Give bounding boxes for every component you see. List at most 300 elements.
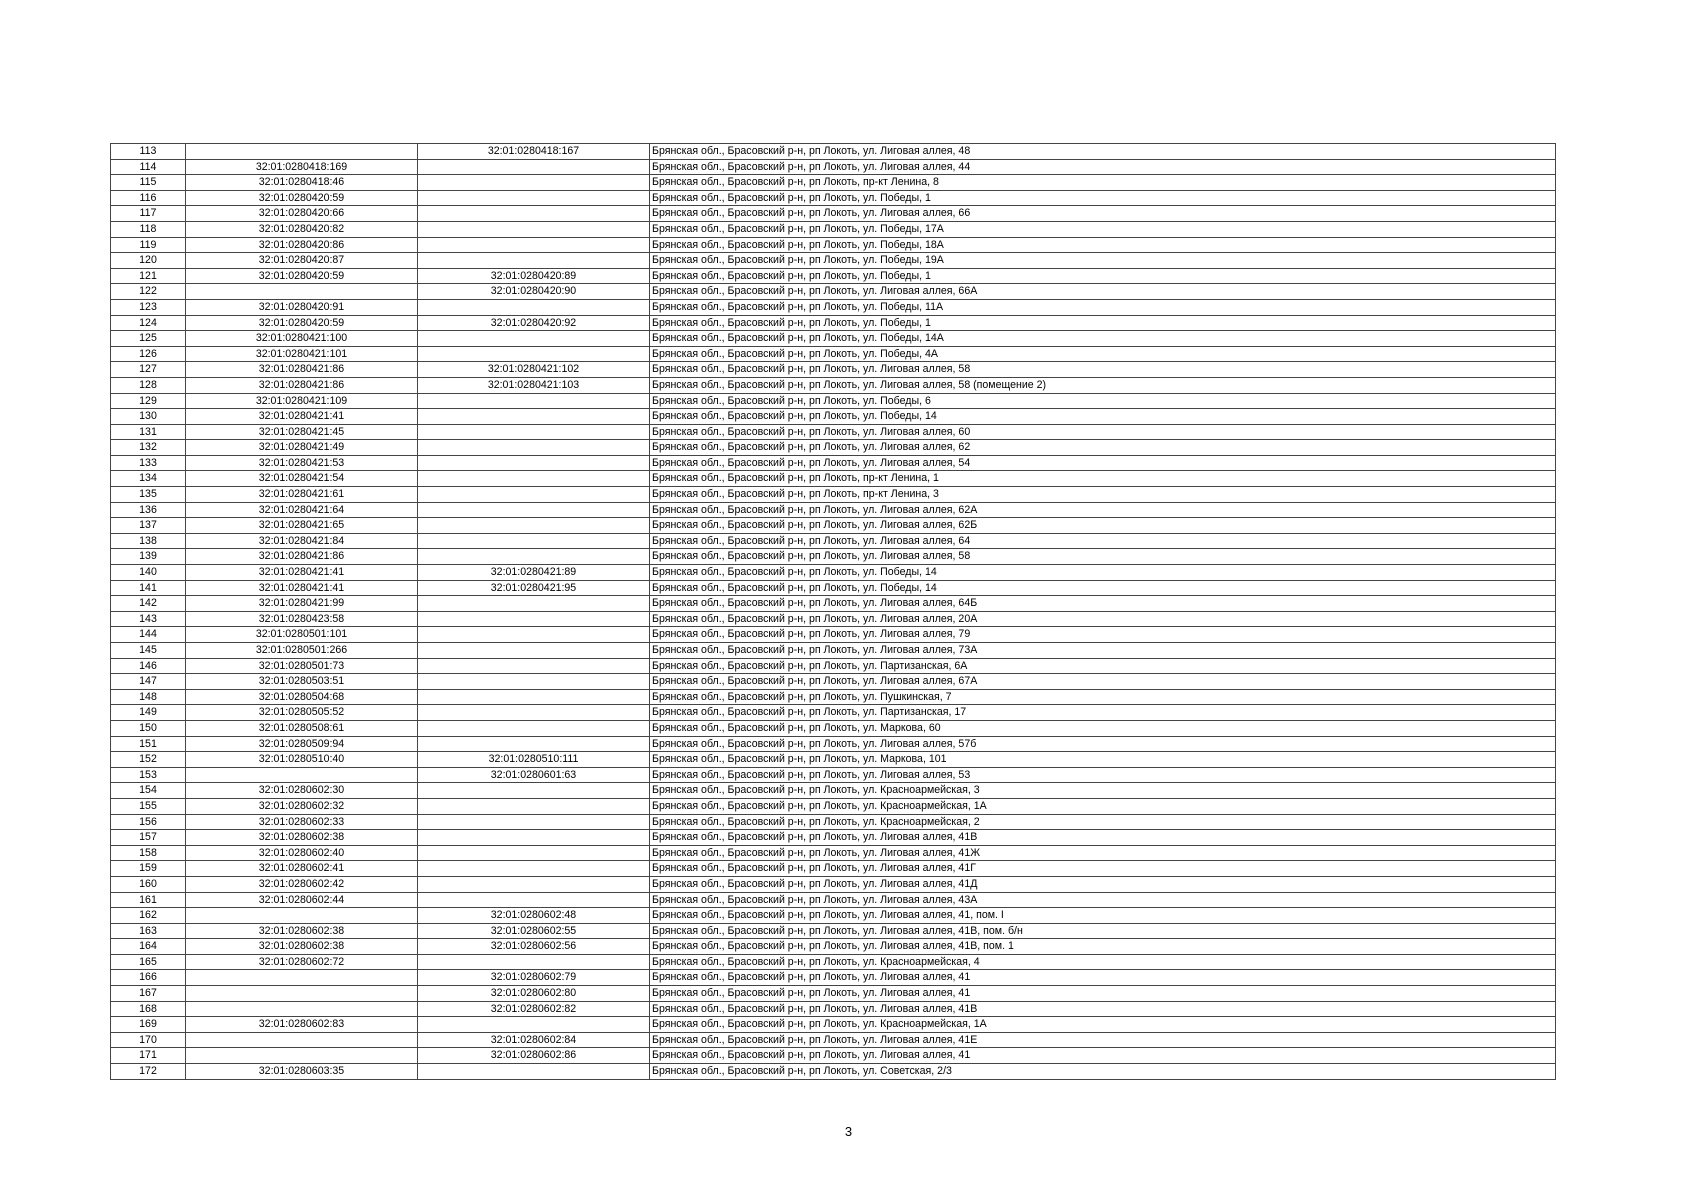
address-cell: Брянская обл., Брасовский р-н, рп Локоть, ул. Лиговая аллея, 20А — [650, 611, 1556, 627]
table-row — [111, 315, 1556, 331]
building-number-cell: 32:01:0280421:89 — [418, 565, 650, 581]
row-number-cell: 164 — [111, 939, 186, 955]
address-cell: Брянская обл., Брасовский р-н, рп Локоть, ул. Победы, 1 — [650, 315, 1556, 331]
table-row — [111, 674, 1556, 690]
building-number-cell: 32:01:0280602:84 — [418, 1032, 650, 1048]
table-row — [111, 362, 1556, 378]
building-number-cell: 32:01:0280420:89 — [418, 268, 650, 284]
parcel-number-cell — [186, 986, 418, 1002]
building-number-cell: 32:01:0280420:90 — [418, 284, 650, 300]
address-cell: Брянская обл., Брасовский р-н, рп Локоть, ул. Лиговая аллея, 64Б — [650, 596, 1556, 612]
table-row — [111, 1032, 1556, 1048]
table-row — [111, 627, 1556, 643]
address-cell: Брянская обл., Брасовский р-н, рп Локоть, ул. Лиговая аллея, 58 — [650, 362, 1556, 378]
building-number-cell: 32:01:0280602:79 — [418, 970, 650, 986]
address-cell: Брянская обл., Брасовский р-н, рп Локоть, ул. Красноармейская, 3 — [650, 783, 1556, 799]
parcel-number-cell: 32:01:0280501:266 — [186, 643, 418, 659]
address-cell: Брянская обл., Брасовский р-н, рп Локоть, ул. Лиговая аллея, 58 (помещение 2) — [650, 377, 1556, 393]
address-cell: Брянская обл., Брасовский р-н, рп Локоть, ул. Лиговая аллея, 79 — [650, 627, 1556, 643]
address-cell: Брянская обл., Брасовский р-н, рп Локоть, ул. Победы, 14 — [650, 409, 1556, 425]
table-row — [111, 1017, 1556, 1033]
table-row — [111, 206, 1556, 222]
parcel-number-cell: 32:01:0280421:45 — [186, 424, 418, 440]
address-cell: Брянская обл., Брасовский р-н, рп Локоть, ул. Лиговая аллея, 41Г — [650, 861, 1556, 877]
table-row — [111, 190, 1556, 206]
parcel-number-cell — [186, 767, 418, 783]
parcel-number-cell: 32:01:0280421:41 — [186, 409, 418, 425]
parcel-number-cell: 32:01:0280421:84 — [186, 533, 418, 549]
table-row — [111, 409, 1556, 425]
table-row — [111, 861, 1556, 877]
parcel-number-cell: 32:01:0280421:86 — [186, 377, 418, 393]
address-cell: Брянская обл., Брасовский р-н, рп Локоть, ул. Лиговая аллея, 60 — [650, 424, 1556, 440]
row-number-cell: 134 — [111, 471, 186, 487]
building-number-cell — [418, 206, 650, 222]
table-row — [111, 237, 1556, 253]
parcel-number-cell: 32:01:0280421:100 — [186, 331, 418, 347]
table-row — [111, 689, 1556, 705]
table-row — [111, 549, 1556, 565]
parcel-number-cell: 32:01:0280602:38 — [186, 830, 418, 846]
parcel-number-cell: 32:01:0280510:40 — [186, 752, 418, 768]
row-number-cell: 136 — [111, 502, 186, 518]
table-row — [111, 533, 1556, 549]
building-number-cell — [418, 346, 650, 362]
parcel-number-cell: 32:01:0280421:41 — [186, 580, 418, 596]
row-number-cell: 147 — [111, 674, 186, 690]
address-cell: Брянская обл., Брасовский р-н, рп Локоть, ул. Лиговая аллея, 67А — [650, 674, 1556, 690]
address-cell: Брянская обл., Брасовский р-н, рп Локоть, ул. Победы, 6 — [650, 393, 1556, 409]
parcel-number-cell: 32:01:0280420:66 — [186, 206, 418, 222]
row-number-cell: 161 — [111, 892, 186, 908]
parcel-number-cell — [186, 970, 418, 986]
table-row — [111, 986, 1556, 1002]
address-cell: Брянская обл., Брасовский р-н, рп Локоть, ул. Лиговая аллея, 41В, пом. 1 — [650, 939, 1556, 955]
table-row — [111, 658, 1556, 674]
parcel-number-cell: 32:01:0280602:41 — [186, 861, 418, 877]
building-number-cell: 32:01:0280602:80 — [418, 986, 650, 1002]
building-number-cell — [418, 487, 650, 503]
address-cell: Брянская обл., Брасовский р-н, рп Локоть, ул. Лиговая аллея, 66 — [650, 206, 1556, 222]
building-number-cell — [418, 393, 650, 409]
parcel-number-cell — [186, 1001, 418, 1017]
building-number-cell: 32:01:0280421:103 — [418, 377, 650, 393]
address-cell: Брянская обл., Брасовский р-н, рп Локоть, ул. Победы, 14 — [650, 565, 1556, 581]
table-row — [111, 221, 1556, 237]
table-row — [111, 393, 1556, 409]
table-row — [111, 814, 1556, 830]
row-number-cell: 144 — [111, 627, 186, 643]
table-row — [111, 580, 1556, 596]
address-cell: Брянская обл., Брасовский р-н, рп Локоть, ул. Победы, 11А — [650, 299, 1556, 315]
parcel-number-cell: 32:01:0280505:52 — [186, 705, 418, 721]
row-number-cell: 113 — [111, 144, 186, 160]
table-row — [111, 1001, 1556, 1017]
row-number-cell: 168 — [111, 1001, 186, 1017]
row-number-cell: 149 — [111, 705, 186, 721]
address-cell: Брянская обл., Брасовский р-н, рп Локоть, ул. Маркова, 60 — [650, 720, 1556, 736]
building-number-cell: 32:01:0280601:63 — [418, 767, 650, 783]
parcel-number-cell: 32:01:0280602:72 — [186, 954, 418, 970]
table-row — [111, 798, 1556, 814]
table-row — [111, 487, 1556, 503]
address-cell: Брянская обл., Брасовский р-н, рп Локоть, ул. Лиговая аллея, 41Е — [650, 1032, 1556, 1048]
building-number-cell — [418, 783, 650, 799]
address-cell: Брянская обл., Брасовский р-н, рп Локоть, ул. Победы, 1 — [650, 268, 1556, 284]
row-number-cell: 116 — [111, 190, 186, 206]
row-number-cell: 123 — [111, 299, 186, 315]
parcel-number-cell: 32:01:0280420:59 — [186, 268, 418, 284]
table-row — [111, 440, 1556, 456]
row-number-cell: 150 — [111, 720, 186, 736]
parcel-number-cell: 32:01:0280420:86 — [186, 237, 418, 253]
building-number-cell — [418, 954, 650, 970]
address-cell: Брянская обл., Брасовский р-н, рп Локоть, ул. Красноармейская, 2 — [650, 814, 1556, 830]
table-body — [111, 144, 1556, 1080]
parcel-number-cell: 32:01:0280501:73 — [186, 658, 418, 674]
address-cell: Брянская обл., Брасовский р-н, рп Локоть, ул. Партизанская, 17 — [650, 705, 1556, 721]
table-row — [111, 908, 1556, 924]
row-number-cell: 126 — [111, 346, 186, 362]
row-number-cell: 135 — [111, 487, 186, 503]
row-number-cell: 154 — [111, 783, 186, 799]
address-cell: Брянская обл., Брасовский р-н, рп Локоть, ул. Лиговая аллея, 41, пом. I — [650, 908, 1556, 924]
row-number-cell: 133 — [111, 455, 186, 471]
address-cell: Брянская обл., Брасовский р-н, рп Локоть, ул. Красноармейская, 4 — [650, 954, 1556, 970]
address-cell: Брянская обл., Брасовский р-н, рп Локоть, ул. Советская, 2/3 — [650, 1064, 1556, 1080]
row-number-cell: 146 — [111, 658, 186, 674]
table-row — [111, 705, 1556, 721]
table-row — [111, 159, 1556, 175]
address-cell: Брянская обл., Брасовский р-н, рп Локоть, ул. Лиговая аллея, 41 — [650, 970, 1556, 986]
parcel-number-cell: 32:01:0280602:30 — [186, 783, 418, 799]
table-row — [111, 144, 1556, 160]
row-number-cell: 131 — [111, 424, 186, 440]
row-number-cell: 167 — [111, 986, 186, 1002]
building-number-cell — [418, 830, 650, 846]
parcel-number-cell: 32:01:0280420:59 — [186, 315, 418, 331]
address-cell: Брянская обл., Брасовский р-н, рп Локоть, ул. Победы, 14А — [650, 331, 1556, 347]
parcel-number-cell — [186, 908, 418, 924]
row-number-cell: 155 — [111, 798, 186, 814]
building-number-cell — [418, 424, 650, 440]
address-cell: Брянская обл., Брасовский р-н, рп Локоть, ул. Красноармейская, 1А — [650, 1017, 1556, 1033]
table-row — [111, 611, 1556, 627]
building-number-cell — [418, 159, 650, 175]
address-cell: Брянская обл., Брасовский р-н, рп Локоть, ул. Победы, 18А — [650, 237, 1556, 253]
building-number-cell — [418, 237, 650, 253]
building-number-cell — [418, 455, 650, 471]
table-row — [111, 783, 1556, 799]
building-number-cell — [418, 549, 650, 565]
parcel-number-cell: 32:01:0280423:58 — [186, 611, 418, 627]
address-cell: Брянская обл., Брасовский р-н, рп Локоть, ул. Лиговая аллея, 57б — [650, 736, 1556, 752]
building-number-cell: 32:01:0280418:167 — [418, 144, 650, 160]
address-cell: Брянская обл., Брасовский р-н, рп Локоть, ул. Победы, 14 — [650, 580, 1556, 596]
row-number-cell: 141 — [111, 580, 186, 596]
parcel-number-cell: 32:01:0280421:99 — [186, 596, 418, 612]
row-number-cell: 172 — [111, 1064, 186, 1080]
parcel-number-cell: 32:01:0280421:65 — [186, 518, 418, 534]
building-number-cell — [418, 627, 650, 643]
table-row — [111, 299, 1556, 315]
building-number-cell — [418, 596, 650, 612]
row-number-cell: 165 — [111, 954, 186, 970]
row-number-cell: 137 — [111, 518, 186, 534]
table-row — [111, 1064, 1556, 1080]
address-cell: Брянская обл., Брасовский р-н, рп Локоть, ул. Лиговая аллея, 73А — [650, 643, 1556, 659]
row-number-cell: 117 — [111, 206, 186, 222]
parcel-number-cell — [186, 1032, 418, 1048]
row-number-cell: 153 — [111, 767, 186, 783]
parcel-number-cell: 32:01:0280602:38 — [186, 923, 418, 939]
address-cell: Брянская обл., Брасовский р-н, рп Локоть, ул. Лиговая аллея, 62А — [650, 502, 1556, 518]
table-row — [111, 565, 1556, 581]
table-row — [111, 845, 1556, 861]
parcel-number-cell: 32:01:0280603:35 — [186, 1064, 418, 1080]
row-number-cell: 128 — [111, 377, 186, 393]
parcel-number-cell: 32:01:0280421:86 — [186, 362, 418, 378]
building-number-cell — [418, 611, 650, 627]
building-number-cell — [418, 814, 650, 830]
building-number-cell: 32:01:0280421:102 — [418, 362, 650, 378]
table-row — [111, 455, 1556, 471]
row-number-cell: 152 — [111, 752, 186, 768]
address-cell: Брянская обл., Брасовский р-н, рп Локоть, ул. Победы, 4А — [650, 346, 1556, 362]
parcel-number-cell: 32:01:0280508:61 — [186, 720, 418, 736]
building-number-cell — [418, 689, 650, 705]
row-number-cell: 122 — [111, 284, 186, 300]
address-cell: Брянская обл., Брасовский р-н, рп Локоть, ул. Лиговая аллея, 62Б — [650, 518, 1556, 534]
parcel-number-cell: 32:01:0280501:101 — [186, 627, 418, 643]
table-row — [111, 830, 1556, 846]
row-number-cell: 129 — [111, 393, 186, 409]
table-row — [111, 876, 1556, 892]
building-number-cell — [418, 409, 650, 425]
parcel-number-cell: 32:01:0280420:59 — [186, 190, 418, 206]
building-number-cell: 32:01:0280602:82 — [418, 1001, 650, 1017]
building-number-cell: 32:01:0280602:56 — [418, 939, 650, 955]
parcel-number-cell — [186, 1048, 418, 1064]
building-number-cell — [418, 658, 650, 674]
property-table — [110, 143, 1556, 1080]
row-number-cell: 166 — [111, 970, 186, 986]
row-number-cell: 138 — [111, 533, 186, 549]
row-number-cell: 157 — [111, 830, 186, 846]
building-number-cell — [418, 502, 650, 518]
row-number-cell: 120 — [111, 253, 186, 269]
building-number-cell — [418, 798, 650, 814]
row-number-cell: 145 — [111, 643, 186, 659]
building-number-cell — [418, 705, 650, 721]
row-number-cell: 121 — [111, 268, 186, 284]
table-row — [111, 471, 1556, 487]
parcel-number-cell — [186, 284, 418, 300]
table-row — [111, 736, 1556, 752]
building-number-cell — [418, 253, 650, 269]
table-row — [111, 346, 1556, 362]
row-number-cell: 158 — [111, 845, 186, 861]
row-number-cell: 118 — [111, 221, 186, 237]
table-row — [111, 892, 1556, 908]
table-row — [111, 752, 1556, 768]
table-row — [111, 518, 1556, 534]
address-cell: Брянская обл., Брасовский р-н, рп Локоть, ул. Лиговая аллея, 53 — [650, 767, 1556, 783]
table-row — [111, 424, 1556, 440]
row-number-cell: 160 — [111, 876, 186, 892]
building-number-cell — [418, 331, 650, 347]
table-row — [111, 954, 1556, 970]
row-number-cell: 115 — [111, 175, 186, 191]
table-row — [111, 284, 1556, 300]
table-row — [111, 970, 1556, 986]
address-cell: Брянская обл., Брасовский р-н, рп Локоть, ул. Маркова, 101 — [650, 752, 1556, 768]
row-number-cell: 162 — [111, 908, 186, 924]
row-number-cell: 143 — [111, 611, 186, 627]
address-cell: Брянская обл., Брасовский р-н, рп Локоть, ул. Победы, 19А — [650, 253, 1556, 269]
table-row — [111, 253, 1556, 269]
address-cell: Брянская обл., Брасовский р-н, рп Локоть, ул. Лиговая аллея, 41В — [650, 1001, 1556, 1017]
row-number-cell: 125 — [111, 331, 186, 347]
building-number-cell — [418, 720, 650, 736]
parcel-number-cell: 32:01:0280421:101 — [186, 346, 418, 362]
row-number-cell: 163 — [111, 923, 186, 939]
building-number-cell — [418, 471, 650, 487]
address-cell: Брянская обл., Брасовский р-н, рп Локоть, ул. Лиговая аллея, 41Д — [650, 876, 1556, 892]
row-number-cell: 119 — [111, 237, 186, 253]
table-row — [111, 502, 1556, 518]
building-number-cell: 32:01:0280510:111 — [418, 752, 650, 768]
building-number-cell: 32:01:0280602:55 — [418, 923, 650, 939]
building-number-cell — [418, 175, 650, 191]
address-cell: Брянская обл., Брасовский р-н, рп Локоть, ул. Лиговая аллея, 41 — [650, 986, 1556, 1002]
parcel-number-cell: 32:01:0280418:46 — [186, 175, 418, 191]
address-cell: Брянская обл., Брасовский р-н, рп Локоть, ул. Лиговая аллея, 41В — [650, 830, 1556, 846]
parcel-number-cell: 32:01:0280509:94 — [186, 736, 418, 752]
address-cell: Брянская обл., Брасовский р-н, рп Локоть, ул. Победы, 1 — [650, 190, 1556, 206]
parcel-number-cell: 32:01:0280420:82 — [186, 221, 418, 237]
table-row — [111, 720, 1556, 736]
row-number-cell: 127 — [111, 362, 186, 378]
table-row — [111, 923, 1556, 939]
parcel-number-cell: 32:01:0280602:38 — [186, 939, 418, 955]
building-number-cell — [418, 440, 650, 456]
page-number: 3 — [844, 1124, 853, 1139]
row-number-cell: 124 — [111, 315, 186, 331]
row-number-cell: 132 — [111, 440, 186, 456]
parcel-number-cell: 32:01:0280421:64 — [186, 502, 418, 518]
row-number-cell: 156 — [111, 814, 186, 830]
building-number-cell — [418, 1064, 650, 1080]
row-number-cell: 142 — [111, 596, 186, 612]
address-cell: Брянская обл., Брасовский р-н, рп Локоть, ул. Лиговая аллея, 41 — [650, 1048, 1556, 1064]
row-number-cell: 171 — [111, 1048, 186, 1064]
parcel-number-cell: 32:01:0280421:54 — [186, 471, 418, 487]
row-number-cell: 139 — [111, 549, 186, 565]
address-cell: Брянская обл., Брасовский р-н, рп Локоть, ул. Лиговая аллея, 54 — [650, 455, 1556, 471]
address-cell: Брянская обл., Брасовский р-н, рп Локоть, ул. Лиговая аллея, 62 — [650, 440, 1556, 456]
address-cell: Брянская обл., Брасовский р-н, рп Локоть, пр-кт Ленина, 3 — [650, 487, 1556, 503]
address-cell: Брянская обл., Брасовский р-н, рп Локоть, ул. Лиговая аллея, 66А — [650, 284, 1556, 300]
building-number-cell — [418, 518, 650, 534]
address-cell: Брянская обл., Брасовский р-н, рп Локоть, ул. Партизанская, 6А — [650, 658, 1556, 674]
parcel-number-cell: 32:01:0280602:32 — [186, 798, 418, 814]
row-number-cell: 159 — [111, 861, 186, 877]
building-number-cell: 32:01:0280420:92 — [418, 315, 650, 331]
row-number-cell: 170 — [111, 1032, 186, 1048]
address-cell: Брянская обл., Брасовский р-н, рп Локоть, ул. Пушкинская, 7 — [650, 689, 1556, 705]
row-number-cell: 151 — [111, 736, 186, 752]
row-number-cell: 114 — [111, 159, 186, 175]
parcel-number-cell: 32:01:0280602:42 — [186, 876, 418, 892]
table-row — [111, 643, 1556, 659]
building-number-cell — [418, 861, 650, 877]
address-cell: Брянская обл., Брасовский р-н, рп Локоть, ул. Лиговая аллея, 48 — [650, 144, 1556, 160]
building-number-cell — [418, 643, 650, 659]
parcel-number-cell: 32:01:0280420:87 — [186, 253, 418, 269]
building-number-cell — [418, 736, 650, 752]
parcel-number-cell: 32:01:0280421:86 — [186, 549, 418, 565]
parcel-number-cell: 32:01:0280602:40 — [186, 845, 418, 861]
address-cell: Брянская обл., Брасовский р-н, рп Локоть, пр-кт Ленина, 8 — [650, 175, 1556, 191]
address-cell: Брянская обл., Брасовский р-н, рп Локоть, ул. Лиговая аллея, 58 — [650, 549, 1556, 565]
address-cell: Брянская обл., Брасовский р-н, рп Локоть, ул. Красноармейская, 1А — [650, 798, 1556, 814]
table-row — [111, 1048, 1556, 1064]
parcel-number-cell: 32:01:0280504:68 — [186, 689, 418, 705]
address-cell: Брянская обл., Брасовский р-н, рп Локоть, ул. Лиговая аллея, 41В, пом. б/н — [650, 923, 1556, 939]
building-number-cell: 32:01:0280602:48 — [418, 908, 650, 924]
building-number-cell — [418, 845, 650, 861]
address-cell: Брянская обл., Брасовский р-н, рп Локоть, пр-кт Ленина, 1 — [650, 471, 1556, 487]
building-number-cell: 32:01:0280602:86 — [418, 1048, 650, 1064]
table-row — [111, 175, 1556, 191]
row-number-cell: 169 — [111, 1017, 186, 1033]
parcel-number-cell: 32:01:0280503:51 — [186, 674, 418, 690]
parcel-number-cell: 32:01:0280421:49 — [186, 440, 418, 456]
building-number-cell — [418, 892, 650, 908]
row-number-cell: 148 — [111, 689, 186, 705]
building-number-cell — [418, 299, 650, 315]
building-number-cell — [418, 221, 650, 237]
building-number-cell — [418, 1017, 650, 1033]
building-number-cell — [418, 876, 650, 892]
building-number-cell — [418, 190, 650, 206]
address-cell: Брянская обл., Брасовский р-н, рп Локоть, ул. Лиговая аллея, 44 — [650, 159, 1556, 175]
building-number-cell: 32:01:0280421:95 — [418, 580, 650, 596]
table-row — [111, 377, 1556, 393]
parcel-number-cell: 32:01:0280421:61 — [186, 487, 418, 503]
building-number-cell — [418, 533, 650, 549]
address-cell: Брянская обл., Брасовский р-н, рп Локоть, ул. Лиговая аллея, 64 — [650, 533, 1556, 549]
row-number-cell: 130 — [111, 409, 186, 425]
address-cell: Брянская обл., Брасовский р-н, рп Локоть, ул. Лиговая аллея, 43А — [650, 892, 1556, 908]
table-row — [111, 596, 1556, 612]
parcel-number-cell: 32:01:0280420:91 — [186, 299, 418, 315]
table-row — [111, 767, 1556, 783]
parcel-number-cell: 32:01:0280421:109 — [186, 393, 418, 409]
table-row — [111, 939, 1556, 955]
parcel-number-cell: 32:01:0280602:33 — [186, 814, 418, 830]
address-cell: Брянская обл., Брасовский р-н, рп Локоть, ул. Победы, 17А — [650, 221, 1556, 237]
parcel-number-cell — [186, 144, 418, 160]
table-row — [111, 268, 1556, 284]
parcel-number-cell: 32:01:0280421:41 — [186, 565, 418, 581]
address-cell: Брянская обл., Брасовский р-н, рп Локоть, ул. Лиговая аллея, 41Ж — [650, 845, 1556, 861]
parcel-number-cell: 32:01:0280418:169 — [186, 159, 418, 175]
parcel-number-cell: 32:01:0280602:83 — [186, 1017, 418, 1033]
parcel-number-cell: 32:01:0280421:53 — [186, 455, 418, 471]
parcel-number-cell: 32:01:0280602:44 — [186, 892, 418, 908]
